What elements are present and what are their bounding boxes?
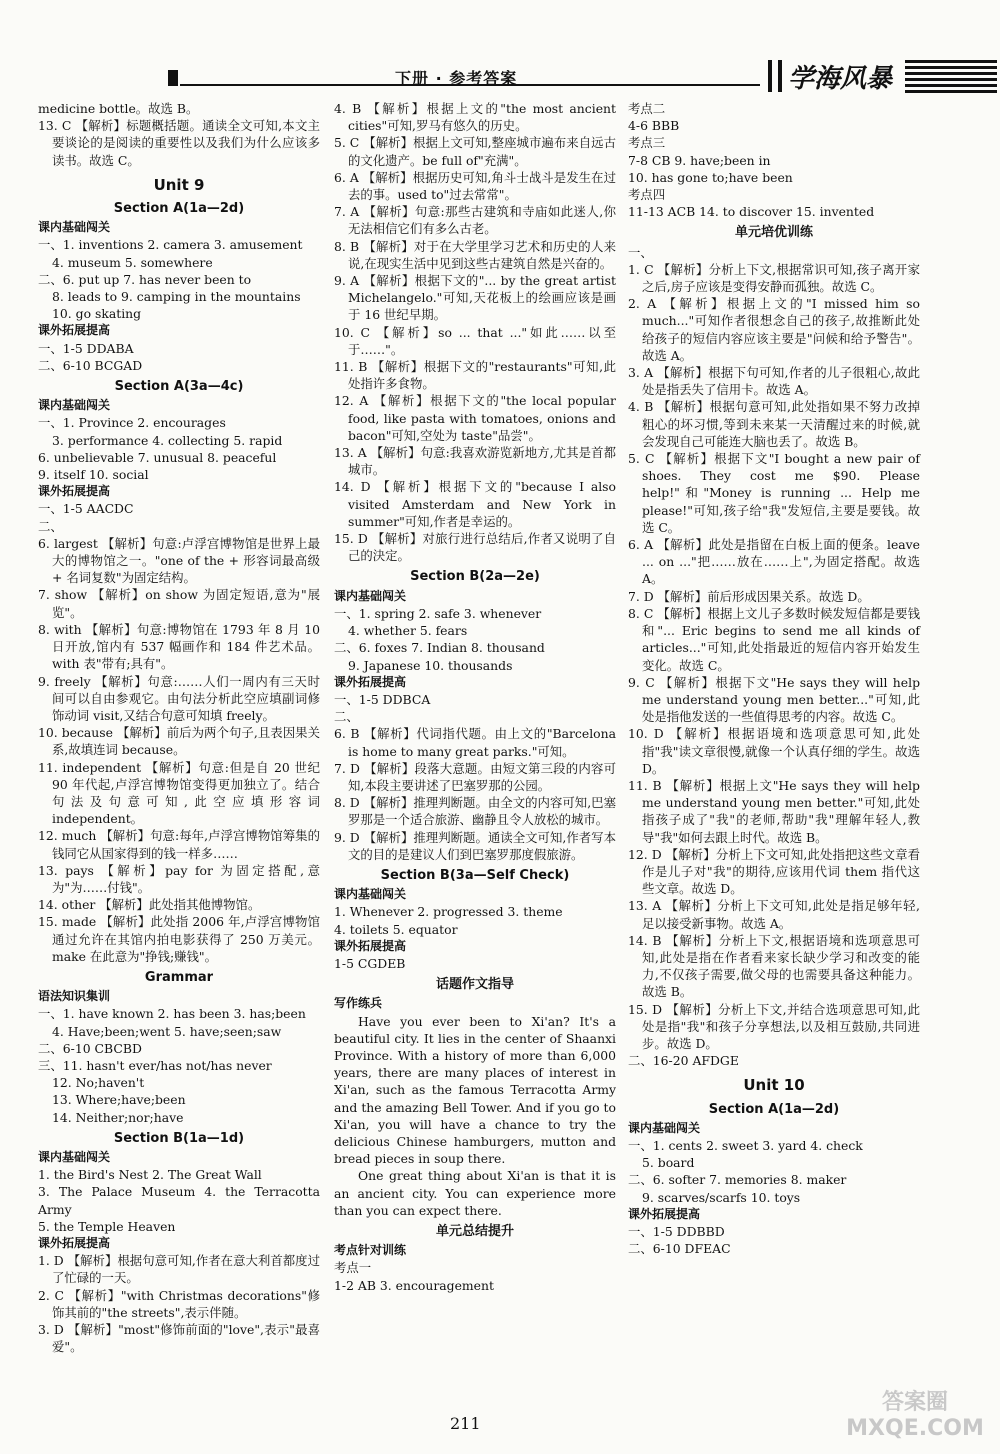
section-heading: 话题作文指导 <box>435 977 514 993</box>
answer-line: 一、 <box>628 244 653 260</box>
answer-column-2 <box>334 100 616 1294</box>
answer-line: 8. with 【解析】句意:博物馆在 1793 年 8 月 10 日开放,馆内有 537 幅画作和 184 件艺术品。with 表"带有;具有"。 <box>38 621 320 672</box>
answer-line: 1. the Bird's Nest 2. The Great Wall <box>38 1167 262 1183</box>
section-heading: Section B(1a—1d) <box>113 1130 245 1146</box>
answer-line: 1-2 AB 3. encouragement <box>334 1277 494 1293</box>
answer-line: 一、1-5 AACDC <box>38 501 134 517</box>
logo-bars <box>768 60 782 92</box>
answer-line: 二、6-10 DFEAC <box>628 1241 731 1257</box>
header-title: 下册 · 参考答案 <box>395 69 518 88</box>
unit-heading: Unit 9 <box>153 175 205 194</box>
unit-heading: Unit 10 <box>743 1076 805 1095</box>
answer-line: 6. largest 【解析】句意:卢浮宫博物馆是世界上最大的博物馆之一。"one of the + 形容词最高级 + 名词复数"为固定结构。 <box>38 535 320 586</box>
answer-line: 二、 <box>334 709 359 725</box>
section-heading: Section A(1a—2d) <box>708 1101 840 1117</box>
answer-line: 4. toilets 5. equator <box>334 921 458 937</box>
answer-line: 14. B 【解析】分析上下文,根据语境和选项意思可知,此处是指在作者看来家长缺少学习和改变的能力,不仅孩子需要,做父母的也需要具备这种能力。故选 B。 <box>628 932 920 1000</box>
subsection-label: 课内基础闯关 <box>628 1120 701 1135</box>
answer-column-1 <box>38 100 320 1355</box>
answer-line: 二、6. foxes 7. Indian 8. thousand <box>334 640 545 656</box>
answer-line: 7. A 【解析】句意:那些古建筑和寺庙如此迷人,你无法相信它们有多么古老。 <box>334 204 616 237</box>
answer-line: 1-5 CGDEB <box>334 955 406 971</box>
subsection-label: 考点针对训练 <box>334 1243 407 1258</box>
answer-line: 一、1-5 DDABA <box>38 340 134 356</box>
section-heading: 单元培优训练 <box>734 225 813 241</box>
answer-line: 9. A 【解析】根据下文的"... by the great artist Michelangelo."可知,天花板上的绘画应该是画于 16 世纪早期。 <box>334 273 616 323</box>
answer-line: 9. scarves/scarfs 10. toys <box>642 1189 801 1205</box>
answer-line: 7. D 【解析】段落大意题。由短文第三段的内容可知,本段主要讲述了巴塞罗那的公园。 <box>334 760 616 793</box>
answer-line: 6. A 【解析】根据历史可知,角斗士战斗是发生在过去的事。used to"过去常常"。 <box>334 169 616 203</box>
subsection-label: 课内基础闯关 <box>334 887 407 902</box>
answer-line: 一、1. have known 2. has been 3. has;been <box>38 1006 306 1022</box>
answer-line: 7. D 【解析】前后形成因果关系。故选 D。 <box>628 588 870 604</box>
subsection-label: 课外拓展提高 <box>38 484 111 499</box>
subsection-label: 课内基础闯关 <box>334 588 407 603</box>
answer-line: 12. No;haven't <box>52 1075 145 1091</box>
answer-line: 13. A 【解析】分析上下文可知,此处是指足够年轻,足以接受新事物。故选 A。 <box>628 898 920 931</box>
answer-line: 一、1-5 DDBCA <box>334 691 431 707</box>
subsection-label: 课外拓展提高 <box>38 323 111 338</box>
logo-stripes <box>905 60 997 94</box>
answer-line: 1. Whenever 2. progressed 3. theme <box>334 904 563 920</box>
answer-line: 3. performance 4. collecting 5. rapid <box>52 432 283 448</box>
subsection-label: 课外拓展提高 <box>38 1236 111 1250</box>
answer-line: 考点一 <box>334 1260 372 1276</box>
answer-line: 二、6. put up 7. has never been to <box>38 271 252 287</box>
answer-line: 11. B 【解析】根据上文"He says they will help me understand young men better."可知,此处指孩子成了"我"的老师,帮助"我"理解年轻人,教导"我"如何去跟上时代。故选 B。 <box>628 777 920 845</box>
answer-line: 9. itself 10. social <box>38 467 149 483</box>
answer-line: 8. C 【解析】根据上文儿子多数时候发短信都是要钱和"... Eric begins to send me all kinds of articles..."可知,此处指最近的短信内容开始发生变化。故选 C。 <box>628 605 920 673</box>
answer-line: 14. Neither;nor;have <box>52 1109 184 1125</box>
answer-line: 10. C 【解析】so ... that ..."如此……以至于……"。 <box>334 324 616 357</box>
answer-line: 11. independent 【解析】句意:但是自 20 世纪 90 年代起,卢浮宫博物馆变得更加独立了。结合句法及句意可知,此空应填形容词 independent。 <box>38 759 320 827</box>
answer-line: 12. much 【解析】句意:每年,卢浮宫博物馆筹集的钱同它从国家得到的钱一样多…… <box>38 828 320 861</box>
answer-line: 10. because 【解析】前后为两个句子,且表因果关系,故填连词 because。 <box>38 725 320 758</box>
answer-line: 一、1-5 DDBBD <box>628 1224 725 1239</box>
answer-line: 9. freely 【解析】句意:……人们一周内有三天时间可以自由参观它。由句法分析此空应填副词修饰动词 visit,又结合句意可知填 freely。 <box>38 673 320 723</box>
answer-line: 4. B 【解析】根据句意可知,此处指如果不努力改掉粗心的坏习惯,等到未来某一天清醒过来的时候,就会发现自己可能连大脑也丢了。故选 B。 <box>628 399 920 449</box>
answer-line: 8. B 【解析】对于在大学里学习艺术和历史的人来说,在现实生活中见到这些古建筑自然是兴奋的。 <box>334 238 616 271</box>
answer-line: 一、1. spring 2. safe 3. whenever <box>334 605 542 621</box>
answer-line: Have you ever been to Xi'an? It's a beautiful city. It lies in the center of Shaanxi Province. With a history of more than 6,000 years, there are many places of interest in Xi'an, such as the famous Terracotta Army and the amazing Bell Tower. And if you go to Xi'an, you will have a chance to try the delicious Chinese hamburgers, mutton and bread pieces in soup there. <box>334 1013 616 1167</box>
answer-line: 1. D 【解析】根据句意可知,作者在意大利首都度过了忙碌的一天。 <box>38 1253 320 1286</box>
answer-line: 9. Japanese 10. thousands <box>348 657 513 673</box>
answer-line: 3. A 【解析】根据下句可知,作者的儿子很粗心,故此处是指丢失了信用卡。故选 A。 <box>628 365 920 398</box>
answer-line: 12. D 【解析】分析上下文可知,此处指把这些文章看作是儿子对"我"的期待,应该用代词 them 指代这些文章。故选 D。 <box>628 846 920 897</box>
answer-line: 5. the Temple Heaven <box>38 1218 176 1234</box>
answer-line: 6. unbelievable 7. unusual 8. peaceful <box>38 449 277 465</box>
answer-line: 13. Where;have;been <box>52 1092 186 1108</box>
answer-line: One great thing about Xi'an is that it is an ancient city. You can experience more than you can expect there. <box>334 1168 616 1218</box>
section-heading: Section A(3a—4c) <box>114 379 244 395</box>
subsection-label: 课内基础闯关 <box>38 220 111 235</box>
answer-line: 11. B 【解析】根据下文的"restaurants"可知,此处指许多食物。 <box>334 359 616 392</box>
brand-logo: 学海风暴 <box>788 64 893 94</box>
watermark: 答案圈 MXQE.COM <box>846 1390 984 1441</box>
subsection-label: 语法知识集训 <box>38 989 111 1004</box>
subsection-label: 课内基础闯关 <box>38 398 111 413</box>
answer-line: 考点二 <box>628 101 666 116</box>
answer-line: 二、6. softer 7. memories 8. maker <box>628 1172 847 1188</box>
answer-line: 10. go skating <box>52 306 142 322</box>
section-heading: Section A(1a—2d) <box>113 201 245 217</box>
answer-line: 15. made 【解析】此处指 2006 年,卢浮宫博物馆通过允许在其馆内拍电影获得了 250 万美元。make 在此意为"挣钱;赚钱"。 <box>38 914 320 964</box>
answer-line: 15. D 【解析】分析上下文,并结合选项意思可知,此处是指"我"和孩子分享想法,以及相互鼓励,共同进步。故选 D。 <box>628 1001 920 1051</box>
answer-line: 一、1. cents 2. sweet 3. yard 4. check <box>628 1137 863 1153</box>
answer-line: 5. board <box>642 1155 695 1171</box>
section-heading: 单元总结提升 <box>435 1224 514 1239</box>
answer-line: 一、1. inventions 2. camera 3. amusement <box>38 237 303 253</box>
answer-line: 2. C 【解析】"with Christmas decorations"修饰其前的"the streets",表示伴随。 <box>38 1287 320 1320</box>
page-header <box>0 0 1000 100</box>
answer-line: 7. show 【解析】on show 为固定短语,意为"展览"。 <box>38 587 320 620</box>
answer-line: 2. A 【解析】根据上文的"I missed him so much..."可知作者很想念自己的孩子,故推断此处给孩子的短信内容应该主要是"问候和给予警告"。故选 A。 <box>628 296 920 363</box>
answer-line: 6. A 【解析】此处是指留在白板上面的便条。leave ... on ..."把……放在……上",为固定搭配。故选 A。 <box>628 537 920 587</box>
answer-line: 6. B 【解析】代词指代题。由上文的"Barcelona is home to many great parks."可知。 <box>334 726 616 759</box>
subsection-label: 课内基础闯关 <box>38 1149 111 1164</box>
page-number: 211 <box>450 1414 481 1433</box>
answer-line: 3. The Palace Museum 4. the Terracotta Army <box>38 1184 320 1217</box>
header-marker <box>168 70 178 86</box>
answer-line: 13. pays 【解析】pay for 为固定搭配,意为"为……付钱"。 <box>38 862 320 895</box>
answer-line: 9. D 【解析】推理判断题。通读全文可知,作者写本文的目的是建议人们到巴塞罗那度假旅游。 <box>334 829 616 862</box>
answer-line: 1. C 【解析】分析上下文,根据常识可知,孩子离开家之后,房子应该是变得安静而孤独。故选 C。 <box>628 261 920 295</box>
answer-line: 二、6-10 BCGAD <box>38 357 143 373</box>
answer-line: 三、11. hasn't ever/has not/has never <box>38 1057 272 1073</box>
answer-line: medicine bottle。故选 B。 <box>38 101 199 116</box>
answer-line: 考点三 <box>628 135 666 151</box>
answer-line: 13. A 【解析】句意:我喜欢游览新地方,尤其是首都城市。 <box>334 445 616 478</box>
answer-line: 一、1. Province 2. encourages <box>38 415 226 431</box>
answer-line: 15. D 【解析】对旅行进行总结后,作者又说明了自己的決定。 <box>334 531 616 564</box>
subsection-label: 课外拓展提高 <box>334 938 407 953</box>
answer-line: 8. D 【解析】推理判断题。由全文的内容可知,巴塞罗那是一个适合旅游、幽静且令人放松的城市。 <box>334 795 616 828</box>
section-heading: Section B(3a—Self Check) <box>380 867 570 883</box>
answer-line: 7-8 CB 9. have;been in <box>628 152 771 168</box>
answer-line: 二、 <box>38 518 63 534</box>
answer-line: 二、6-10 CBCBD <box>38 1040 142 1056</box>
answer-line: 8. leads to 9. camping in the mountains <box>52 289 301 305</box>
answer-line: 14. other 【解析】此处指其他博物馆。 <box>38 897 261 913</box>
answer-line: 11-13 ACB 14. to discover 15. invented <box>628 204 875 220</box>
answer-column-3 <box>628 100 920 1257</box>
section-heading: Grammar <box>144 969 214 985</box>
answer-line: 4. whether 5. fears <box>348 623 468 639</box>
answer-line: 13. C 【解析】标题概括题。通读全文可知,本文主要谈论的是阅读的重要性以及我们为什么应该多读书。故选 C。 <box>38 118 320 168</box>
answer-line: 3. D 【解析】"most"修饰前面的"love",表示"最喜爱"。 <box>38 1322 320 1355</box>
answer-line: 12. A 【解析】根据下文的"the local popular food, like pasta with tomatoes, onions and bacon"可知,空处为 taste"品尝"。 <box>334 393 616 443</box>
subsection-label: 课外拓展提高 <box>334 674 407 689</box>
answer-line: 10. D 【解析】根据语境和选项意思可知,此处指"我"读文章很慢,就像一个认真仔细的学生。故选 D。 <box>628 726 920 776</box>
answer-line: 二、16-20 AFDGE <box>628 1053 739 1069</box>
answer-line: 5. C 【解析】根据下文"I bought a new pair of shoes. They cost me $90. Please help!"和"Money is running ... Help me please!"可知,孩子给"我"发短信,主要是要钱。故选 C。 <box>628 451 920 535</box>
answer-line: 5. C 【解析】根据上文可知,整座城市遍布来自远古的文化遗产。be full of"充满"。 <box>334 135 616 168</box>
answer-line: 4-6 BBB <box>628 118 680 134</box>
answer-line: 4. Have;been;went 5. have;seen;saw <box>52 1023 282 1039</box>
subsection-label: 写作练兵 <box>334 996 383 1011</box>
answer-line: 4. museum 5. somewhere <box>52 254 213 270</box>
answer-line: 考点四 <box>628 187 666 203</box>
answer-line: 9. C 【解析】根据下文"He says they will help me understand young men better..."可知,此处是指他发送的一些值得思考的内容。故选 C。 <box>628 674 920 725</box>
answer-line: 14. D 【解析】根据下文的"because I also visited Amsterdam and New York in summer"可知,作者是幸运的。 <box>334 479 616 529</box>
answer-line: 4. B 【解析】根据上文的"the most ancient cities"可知,罗马有悠久的历史。 <box>334 101 616 134</box>
subsection-label: 课外拓展提高 <box>628 1206 701 1221</box>
answer-line: 10. has gone to;have been <box>628 169 793 185</box>
section-heading: Section B(2a—2e) <box>410 569 540 585</box>
